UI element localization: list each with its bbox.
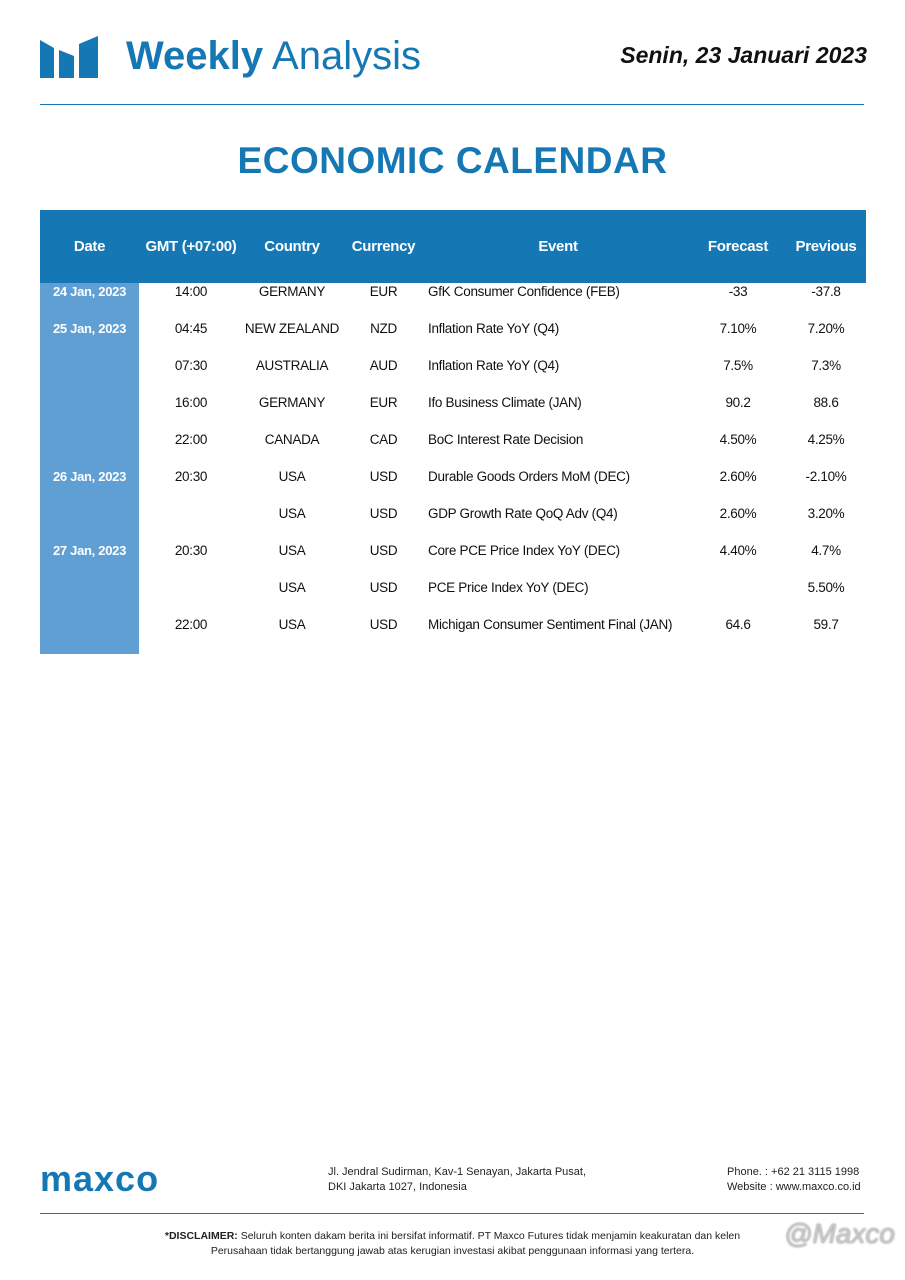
- forecast-cell: -33: [728, 284, 748, 299]
- page-title: ECONOMIC CALENDAR: [237, 140, 668, 181]
- footer-contact: [727, 1165, 861, 1195]
- previous-cell: 7.20%: [807, 321, 845, 336]
- previous-cell: -37.8: [811, 284, 841, 299]
- currency-cell: AUD: [369, 358, 398, 373]
- previous-cell: 7.3%: [811, 358, 841, 373]
- previous-cell: 4.7%: [811, 543, 841, 558]
- website-link[interactable]: Website : www.maxco.co.id: [727, 1181, 861, 1193]
- forecast-cell: 2.60%: [719, 506, 757, 521]
- event-cell: Inflation Rate YoY (Q4): [428, 358, 559, 373]
- table-row: [0, 506, 905, 543]
- table-row: [0, 321, 905, 358]
- maxco-logo: maxco: [40, 1158, 160, 1199]
- event-cell: Core PCE Price Index YoY (DEC): [428, 543, 620, 558]
- event-cell: Michigan Consumer Sentiment Final (JAN): [428, 617, 673, 632]
- event-cell: BoC Interest Rate Decision: [428, 432, 584, 447]
- table-row: [0, 543, 905, 580]
- column-header-forecast: Forecast: [707, 238, 769, 255]
- table-row: [0, 395, 905, 432]
- brand-bold: Weekly: [126, 34, 264, 78]
- forecast-cell: 7.5%: [723, 358, 753, 373]
- column-header-gmt: GMT (+07:00): [145, 238, 237, 255]
- date-cell: [40, 580, 139, 600]
- time-cell: 04:45: [174, 321, 208, 336]
- currency-cell: USD: [369, 580, 398, 595]
- date-cell: 24 Jan, 2023: [52, 284, 127, 299]
- date-cell: 26 Jan, 2023: [52, 469, 127, 484]
- disclaimer-text: Seluruh konten dakam berita ini bersifat informatif. PT Maxco Futures tidak menjamin keakuratan dan kelen: [237, 1230, 741, 1242]
- time-cell: 20:30: [174, 469, 208, 484]
- country-cell: AUSTRALIA: [255, 358, 329, 373]
- event-cell: PCE Price Index YoY (DEC): [428, 580, 589, 595]
- address-line: DKI Jakarta 1027, Indonesia: [328, 1181, 467, 1193]
- event-cell: GfK Consumer Confidence (FEB): [428, 284, 620, 299]
- country-cell: USA: [278, 506, 306, 521]
- footer-divider: [40, 1213, 864, 1214]
- currency-cell: CAD: [369, 432, 398, 447]
- forecast-cell: [690, 580, 786, 600]
- country-cell: CANADA: [264, 432, 320, 447]
- currency-cell: NZD: [370, 321, 397, 336]
- forecast-cell: 64.6: [725, 617, 751, 632]
- date-cell: [40, 506, 139, 526]
- date-cell: 27 Jan, 2023: [52, 543, 127, 558]
- time-cell: [139, 580, 243, 600]
- forecast-cell: 90.2: [725, 395, 751, 410]
- previous-cell: -2.10%: [805, 469, 847, 484]
- phone-number: Phone. : +62 21 3115 1998: [727, 1166, 860, 1178]
- country-cell: USA: [278, 617, 306, 632]
- date-cell: [40, 358, 139, 378]
- disclaimer: [0, 1229, 905, 1259]
- time-cell: [139, 506, 243, 526]
- time-cell: 14:00: [174, 284, 208, 299]
- column-header-date: Date: [73, 238, 106, 255]
- bar-chart-logo-icon: [40, 36, 98, 78]
- time-cell: 20:30: [174, 543, 208, 558]
- date-cell: [40, 617, 139, 637]
- header-divider: [40, 104, 864, 105]
- forecast-cell: 4.50%: [719, 432, 757, 447]
- forecast-cell: 2.60%: [719, 469, 757, 484]
- table-row: [0, 469, 905, 506]
- column-header-previous: Previous: [795, 238, 857, 255]
- brand-light: Analysis: [272, 34, 421, 78]
- table-row: [0, 358, 905, 395]
- disclaimer-label: *DISCLAIMER:: [164, 1230, 238, 1242]
- footer-address: [328, 1165, 586, 1195]
- previous-cell: 3.20%: [807, 506, 845, 521]
- country-cell: GERMANY: [258, 395, 326, 410]
- forecast-cell: 7.10%: [719, 321, 757, 336]
- column-header-country: Country: [264, 238, 320, 255]
- forecast-cell: 4.40%: [719, 543, 757, 558]
- currency-cell: USD: [369, 506, 398, 521]
- watermark: @Maxco: [784, 1218, 895, 1249]
- time-cell: 07:30: [174, 358, 208, 373]
- report-date: Senin, 23 Januari 2023: [620, 42, 867, 68]
- table-row: [0, 617, 905, 654]
- table-row: [0, 432, 905, 469]
- country-cell: USA: [278, 543, 306, 558]
- date-cell: [40, 395, 139, 415]
- column-header-currency: Currency: [351, 238, 416, 255]
- column-header-event: Event: [538, 238, 578, 255]
- country-cell: NEW ZEALAND: [244, 321, 340, 336]
- event-cell: Durable Goods Orders MoM (DEC): [428, 469, 630, 484]
- event-cell: GDP Growth Rate QoQ Adv (Q4): [428, 506, 618, 521]
- date-cell: 25 Jan, 2023: [52, 321, 127, 336]
- currency-cell: USD: [369, 543, 398, 558]
- brand-title: [126, 34, 421, 79]
- event-cell: Inflation Rate YoY (Q4): [428, 321, 559, 336]
- time-cell: 22:00: [174, 432, 208, 447]
- currency-cell: USD: [369, 469, 398, 484]
- address-line: Jl. Jendral Sudirman, Kav-1 Senayan, Jakarta Pusat,: [328, 1166, 587, 1178]
- date-cell: [40, 432, 139, 452]
- country-cell: USA: [278, 580, 306, 595]
- currency-cell: USD: [369, 617, 398, 632]
- time-cell: 22:00: [174, 617, 208, 632]
- table-header: [40, 210, 866, 283]
- previous-cell: 5.50%: [807, 580, 845, 595]
- table-row: [0, 284, 905, 321]
- country-cell: GERMANY: [258, 284, 326, 299]
- disclaimer-text: Perusahaan tidak bertanggung jawab atas kerugian investasi akibat penggunaan informasi yang tertera.: [210, 1245, 695, 1257]
- currency-cell: EUR: [369, 284, 398, 299]
- table-row: [0, 580, 905, 617]
- previous-cell: 59.7: [813, 617, 839, 632]
- country-cell: USA: [278, 469, 306, 484]
- time-cell: 16:00: [174, 395, 208, 410]
- event-cell: Ifo Business Climate (JAN): [428, 395, 582, 410]
- previous-cell: 4.25%: [807, 432, 845, 447]
- previous-cell: 88.6: [813, 395, 839, 410]
- currency-cell: EUR: [369, 395, 398, 410]
